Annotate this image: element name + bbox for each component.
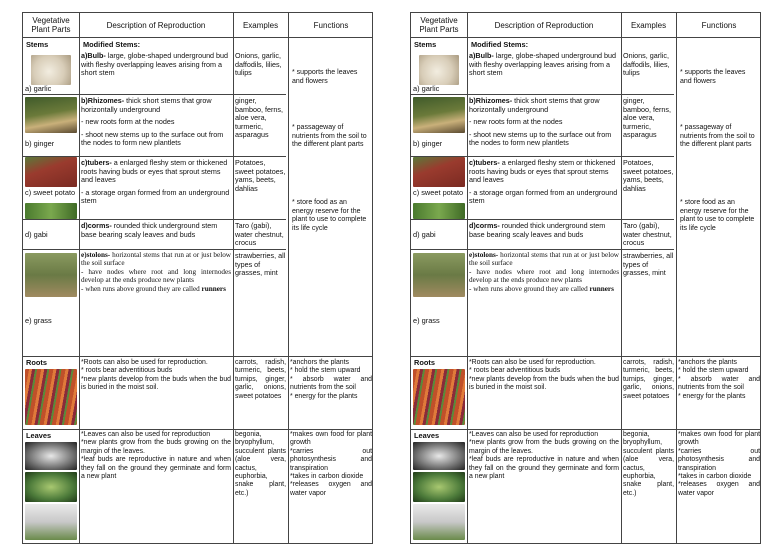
rhizomes-term: b)Rhizomes- [469,96,513,105]
leaf-image-1 [413,442,465,470]
runners-term: runners [201,284,226,293]
leaves-examples: begonia, bryophyllum, succulent plants (aloe vera, cactus, euphorbia, snake plant, etc.) [235,431,286,497]
tubers-description: a enlarged fleshy stem or thickened roots having buds or eyes that sprout stems and leaves [81,158,228,185]
stem-function-2: * passageway of nutrients from the soil to the different plant parts [680,124,755,148]
stems-subtitle: Modified Stems: [471,41,529,49]
leaves-description: *Leaves can also be used for reproduction *new plants grow from the buds growing on the margin of the leaves. *leaf buds are reproductive in nature and when they fall on the ground they germinate and form a new plant [469,431,619,481]
bulb-description: large, globe-shaped underground bud with fleshy overlapping leaves arising from a short stem [81,51,229,78]
tubers-point-1: - a storage organ formed from an underground stem [469,187,618,206]
stolons-description: horizontal stems that run at or just below the soil surface [81,251,231,268]
bulb-term: a)Bulb- [81,51,106,60]
roots-examples: carrots, radish, turmeric, beets, turnips, ginger, garlic, onions, sweet potatoes [623,359,674,400]
roots-title: Roots [26,359,47,367]
stem-function-2: * passageway of nutrients from the soil to the different plant parts [292,124,367,148]
corms-term: d)corms- [469,221,500,230]
ginger-image [25,97,77,133]
rhizomes-examples: ginger, bamboo, ferns, aloe vera, turmeric, asparagus [235,96,283,140]
ginger-label: b) ginger [413,140,443,148]
roots-description: *Roots can also be used for reproduction. * roots bear adventitious buds *new plants develop from the buds when the bud is buried in the moist soil. [469,359,619,392]
runners-term: runners [589,284,614,293]
corms-examples: Taro (gabi), water chestnut, crocus [235,221,284,248]
stem-function-3: * store food as an energy reserve for the plant to use to complete its life cycle [680,199,755,232]
sweet-potato-image [413,157,465,187]
roots-image [25,369,77,425]
stolons-point-1: - have nodes where root and long internodes develop at the ends produce new plants [81,267,231,285]
leaves-examples: begonia, bryophyllum, succulent plants (aloe vera, cactus, euphorbia, snake plant, etc.) [623,431,674,497]
stolons-point-2: - when runs above ground they are called [469,284,590,293]
leaf-image-2 [413,472,465,502]
bulb-examples: Onions, garlic, daffodils, lilies, tulips [623,51,670,78]
roots-leaves-table [22,356,373,544]
table-copy-right [410,0,761,543]
header-functions: Functions [701,20,737,30]
rhizomes-point-2: - shoot new stems up to the surface out from the nodes to form new plantlets [81,129,224,148]
leaf-image-2 [25,472,77,502]
sweet-potato-image [25,157,77,187]
tubers-term: c)tubers- [81,158,112,167]
bulb-term: a)Bulb- [469,51,494,60]
ginger-image [413,97,465,133]
rhizomes-point-1: - new roots form at the nodes [469,117,563,127]
header-description: Description of Reproduction [494,20,594,30]
tubers-point-1: - a storage organ formed from an underground stem [81,187,230,206]
stolons-term: e)stolons- [81,251,111,259]
bulb-examples: Onions, garlic, daffodils, lilies, tulips [235,51,282,78]
garlic-image [31,55,71,85]
grass-label: e) grass [25,317,52,325]
garlic-label: a) garlic [413,85,440,93]
stolons-description: horizontal stems that run at or just below the soil surface [469,251,619,268]
stems-subtitle: Modified Stems: [83,41,141,49]
roots-title: Roots [414,359,435,367]
stems-table [22,12,373,359]
grass-label: e) grass [413,317,440,325]
stolons-examples: strawberries, all types of grasses, mint [623,251,674,278]
sweet-potato-label: c) sweet potato [413,189,464,197]
stems-title: Stems [414,41,437,49]
stem-function-3: * store food as an energy reserve for the plant to use to complete its life cycle [292,199,367,232]
tubers-examples: Potatoes, sweet potatoes, yams, beets, dahlias [623,158,674,193]
leaf-image-3 [413,504,465,540]
leaves-functions: *makes own food for plant growth *carries out photosynthesis and transpiration *takes in carbon dioxide *releases oxygen and water vapor [290,431,372,497]
header-examples: Examples [630,20,667,30]
roots-description: *Roots can also be used for reproduction. * roots bear adventitious buds *new plants develop from the buds when the bud is buried in the moist soil. [81,359,231,392]
stolons-term: e)stolons- [469,251,499,259]
corms-description: rounded thick underground stem base bearing scaly leaves and buds [81,221,218,239]
rhizomes-point-1: - new roots form at the nodes [81,117,175,127]
rhizomes-point-2: - shoot new stems up to the surface out from the nodes to form new plantlets [469,129,612,148]
gabi-image [413,203,465,219]
tubers-description: a enlarged fleshy stem or thickened roots having buds or eyes that sprout stems and leaves [469,158,616,185]
table-copy-left [22,0,373,543]
header-functions: Functions [313,20,349,30]
header-description: Description of Reproduction [106,20,206,30]
grass-image [413,253,465,297]
leaves-title: Leaves [26,432,52,440]
garlic-label: a) garlic [25,85,52,93]
tubers-examples: Potatoes, sweet potatoes, yams, beets, dahlias [235,158,286,193]
rhizomes-description: thick short stems that grow horizontally underground [469,96,600,114]
leaf-image-3 [25,504,77,540]
stems-title: Stems [26,41,49,49]
header-examples: Examples [242,20,279,30]
bulb-description: large, globe-shaped underground bud with fleshy overlapping leaves arising from a short stem [469,51,617,78]
rhizomes-description: thick short stems that grow horizontally underground [81,96,212,114]
rhizomes-examples: ginger, bamboo, ferns, aloe vera, turmeric, asparagus [623,96,671,140]
rhizomes-term: b)Rhizomes- [81,96,125,105]
grass-image [25,253,77,297]
leaves-description: *Leaves can also be used for reproduction *new plants grow from the buds growing on the margin of the leaves. *leaf buds are reproductive in nature and when they fall on the ground they germinate and form a new plant [81,431,231,481]
stolons-examples: strawberries, all types of grasses, mint [235,251,286,278]
leaf-image-1 [25,442,77,470]
ginger-label: b) ginger [25,140,55,148]
sweet-potato-label: c) sweet potato [25,189,76,197]
leaves-title: Leaves [414,432,440,440]
stolons-point-2: - when runs above ground they are called [81,284,202,293]
garlic-image [419,55,459,85]
roots-functions: *anchors the plants * hold the stem upward * absorb water and nutrients from the soil * energy for the plants [678,359,760,400]
tubers-term: c)tubers- [469,158,500,167]
stems-table [410,12,761,359]
gabi-label: d) gabi [25,231,48,239]
header-parts: Vegetative Plant Parts [419,16,459,34]
corms-description: rounded thick underground stem base bearing scaly leaves and buds [469,221,606,239]
roots-image [413,369,465,425]
stem-function-1: * supports the leaves and flowers [680,69,746,85]
header-parts: Vegetative Plant Parts [31,16,71,34]
corms-term: d)corms- [81,221,112,230]
gabi-label: d) gabi [413,231,436,239]
roots-examples: carrots, radish, turmeric, beets, turnips, ginger, garlic, onions, sweet potatoes [235,359,286,400]
stolons-point-1: - have nodes where root and long internodes develop at the ends produce new plants [469,267,619,285]
stem-function-1: * supports the leaves and flowers [292,69,358,85]
roots-functions: *anchors the plants * hold the stem upward * absorb water and nutrients from the soil * energy for the plants [290,359,372,400]
gabi-image [25,203,77,219]
roots-leaves-table [410,356,761,544]
leaves-functions: *makes own food for plant growth *carries out photosynthesis and transpiration *takes in carbon dioxide *releases oxygen and water vapor [678,431,760,497]
corms-examples: Taro (gabi), water chestnut, crocus [623,221,672,248]
